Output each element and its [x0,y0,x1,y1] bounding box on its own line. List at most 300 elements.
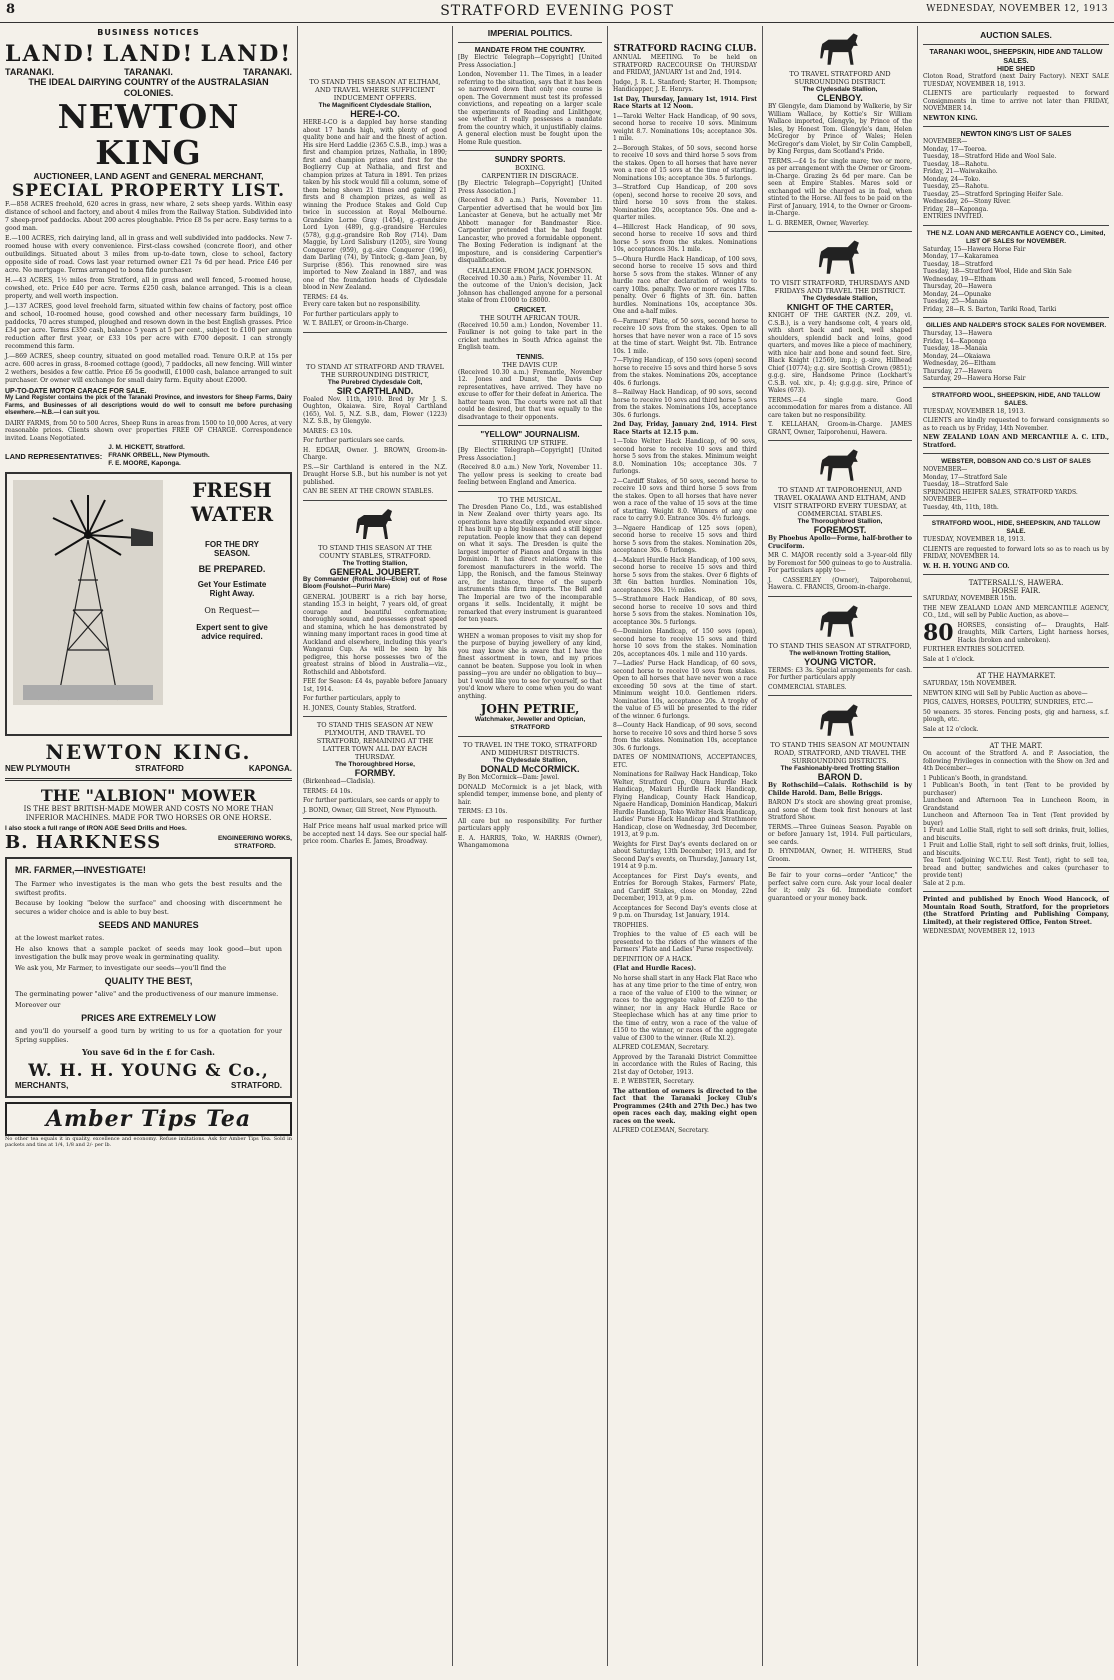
pedigree: By Commander (Rothschild—Elcie) out of Rose Bloom (Foulshot—Puriri Mare) [303,576,447,590]
sale-text: On account of the Stratford A. and P. Association, the following Privileges in connection with the Show on 3rd and 4th December— [923,750,1109,772]
race-day: 2nd Day, Friday, January 2nd, 1914. First Race Starts at 12.15 p.m. [613,421,757,436]
rep-name: FRANK ORBELL, New Plymouth. [108,452,210,459]
ad-sub: The Purebred Clydesdale Colt, [327,378,423,386]
property-item: E.—100 ACRES, rich dairying land, all in grass and well subdivided into paddocks. New 7-roomed house with every convenience. First-class cowshed (concrete floor), and other outbuildings. Situated about 3 miles from up-to-date town, close to school, factory opposite side of road. Cows last year returned owner £21 7s 6d per head. Price £46 per acre. No mortgage. Terms arranged to bona fide purchaser. [5,235,292,274]
sale-title: TATTERSALL'S, HAWERA. [968,579,1064,587]
meeting-info: ANNUAL MEETING. To be held on STRATFORD RACECOURSE On THURSDAY and FRIDAY, JANUARY 1st and 2nd, 1914. [613,54,757,76]
horse-count: 80 [923,619,954,646]
note: CAN BE SEEN AT THE CROWN STABLES. [303,488,434,495]
news-text: (Received 10.30 a.m.) Fremantle, November 12. Jones and Dunst, the Davis Cup representatives, have arrived. They have no excuse to offer for their defeat in America. The hatter team won. The courts were not all that could be desired, but that was equally to the disadvantage to their opponents. [458,368,602,421]
club-heading: STRATFORD RACING CLUB. [613,44,757,54]
weights: Weights for First Day's events declared on or about Saturday, 13th December, 1913, and for Second Day's events, on Thursday, January 1st, 1914 at 9 p.m. [613,840,757,870]
ad-sub: The Trotting Stallion, [342,559,408,567]
news-subheading: TENNIS. [516,353,544,361]
sale-text: Cloton Road, Stratford (next Dairy Factory). NEXT SALE TUESDAY, NOVEMBER 18, 1913. [923,73,1109,88]
motor-text: My Land Register contains the pick of the Taranaki Province, and investors for Sheep Farms, Dairy Farms, and Businesses of all descriptions would do well to consult me before purchasing elsewhere.—N.B.—I can suit you. [5,395,292,416]
save-line: You save 6d in the £ for Cash. [82,1047,215,1057]
stallion-text: Foaled Nov. 11th, 1910. Bred by Mr J. S. Oughton, Okaiawa. Sire, Royal Carthland (165), Vol. 5, N.Z. S.B., dam, Flower (1223) N.Z. S.B., by Glengyle. [303,395,447,425]
sale-list-item: Tuesday, 18—Stratford Hide and Wool Sale. [923,153,1057,160]
section-heading: BUSINESS NOTICES [97,28,200,37]
taranaki-word: TARANAKI. [5,67,54,77]
masthead [0,0,1114,23]
dairy-text: DAIRY FARMS, from 50 to 500 Acres, Sheep Runs in areas from 1500 to 10,000 Acres, at very reasonable prices. Clients shown over properties FREE OF CHARGE. Correspondence invited. Loans Negotiated. [5,419,292,442]
farmer-para: Because by looking "below the surface" and choosing with discernment he secures a wider choice and is able to buy best. [15,899,282,916]
byline: [By Electric Telegraph—Copyright] [United Press Association.] [458,180,602,195]
ad-heading: TO TRAVEL STRATFORD AND SURROUNDING DISTRICT. [789,70,891,86]
definition: No horse shall start in any Hack Flat Race who has at any time prior to the time of entry, won a race of the value of £100 to the winner, or races to the aggregate value of £250 to the winner, nor in any Hack Hurdle Race or Steeplechase which has at any time prior to the time of entry, won a race of the value of £150 to the winner, or races of the aggregate value of £300 to the winner. (Rule XI.2). [613,974,757,1042]
column-business-notices [0,26,298,1666]
taranaki-word: TARANAKI. [124,67,173,77]
stallion-name: HERE-I-CO. [350,109,400,119]
news-subheading: THE SOUTH AFRICAN TOUR. [479,313,581,322]
owners-notice: The attention of owners is directed to the fact that the Taranaki Jockey Club's Programmes (24th and 27th Dec.) has two open races each day, making eight open races on the week. [613,1087,757,1125]
news-text: (Received 10.30 a.m.) Paris, November 11. At the outcome of the Union's decision, Jack Johnson has challenged anyone for a personal stake of from £1000 to £8000. [458,274,602,304]
sale-sub: HORSE FAIR. [991,587,1041,595]
stallion-name: GENERAL JOUBERT. [329,566,421,577]
sale-list [923,775,1109,880]
sale-list-item: Luncheon and Afternoon Tea in Luncheon Room, in Grandstand [923,797,1109,812]
sale-list-item: NOVEMBER— [923,466,968,473]
sale-time: Sale at 12 o'clock. [923,725,979,733]
land-word: LAND! [102,41,195,67]
sale-sign: NEWTON KING. [923,114,978,122]
race-item: 1—Taroki Welter Hack Handicap, of 90 sovs, second horse to receive 10 sovs. Minimum weight 8.7. Nominations 10s; acceptance 30s. 1 mile. [613,112,757,142]
ad-heading: TO TRAVEL IN THE TOKO, STRATFORD AND MIDHURST DISTRICTS. [462,741,597,757]
acceptances: Acceptances for First Day's events, and Entries for Borough Stakes, Farmers' Plate, and Cardiff Stakes, close on Monday, 22nd December, 1913, at 9 p.m. [613,872,757,902]
horse-icon [816,601,864,639]
terms: TERMS: £3 10s. [458,808,508,815]
issue-date: WEDNESDAY, NOVEMBER 12, 1913 [926,4,1108,14]
contact: For further particulars, see cards or apply to [303,797,440,804]
acceptances: Acceptances for Second Day's events close at 9 p.m. on Thursday, 1st January, 1914. [613,904,757,919]
sale-title: TARANAKI WOOL, SHEEPSKIN, HIDE AND TALLOW SALES. [929,49,1103,65]
news-text: London, November 11. The Times, in a leader referring to the situation, says that it has been so narrowed down that only one course is open. The Government must test its professed convictions, and repeating on a larger scale the experiments of Reading and Linlithgow, see whether it really possesses a mandate from the country which, it unjustifiably claims. A general election must be fought upon the Home Rule question. [458,71,602,146]
column-stallions-2 [763,26,918,1666]
property-item: J.—137 ACRES, good level freehold farm, situated within few chains of factory, post office and school, 10-roomed house, good cowshed and other necessary farm buildings, 10 paddocks, 70 acres stumped, ploughed and resown down in the best English grasses. Price £34 per acre. Terms £350 cash, balance 5 years at 5 per cent., subject to £100 per annum reduction after first year, or £33 10s per acre with £700 deposit. I can strongly recommend this farm. [5,303,292,350]
prices-heading: PRICES ARE EXTREMELY LOW [81,1013,216,1023]
sale-date: SATURDAY, NOVEMBER 15th. [923,595,1017,602]
sale-list-item: Friday, 28—Kaponga. [923,205,989,213]
column-stallions-1 [298,26,453,1666]
sale-sub: HIDE SHED [996,66,1036,73]
property-item: J.—869 ACRES, sheep country, situated on good metalled road. Tenure O.R.P. at 15s per acre. 600 acres in grass, 8-roomed cottage (good), 7 paddocks, all new fencing. Will winter 2 wethers, besides a few cattle. Price £6 5s goodwill, £1000 cash, balance arranged to suit purchaser. Or owner will exchange for small dairy farm. Equity about £2000. [5,353,292,384]
note: P.S.—Sir Carthland is entered in the N.Z. Draught Horse S.B., but his number is not yet published. [303,463,447,486]
sale-title: THE N.Z. LOAN AND MERCANTILE AGENCY CO., Limited, LIST OF SALES for NOVEMBER. [926,229,1106,245]
secretary: ALFRED COLEMAN, Secretary. [613,1127,709,1134]
pedigree: By Phoebus Apollo—Forme, half-brother to Cruciform. [768,535,912,550]
stallion-name: BARON D. [817,772,863,782]
footer-ad: Half Price means half usual marked price will be accepted next 14 days. See our special half-price room. Charles E. James, Broadway. [303,823,447,845]
sale-list-item: Thursday, 13—Hawera [923,330,993,337]
sale-list-item: Friday, 28—R. S. Barton, Tariki Road, Tariki [923,305,1057,313]
farmer-para: He also knows that a sample packet of seeds may look good—but upon investigation the bulk may prove weak in germinating quality. [15,944,282,961]
sale-list-item: Tuesday, 18—Rahotu. [923,160,989,168]
sale-list-item: Tuesday, 25—Manaia [923,298,988,305]
news-subheading: STIRRING UP STRIFE. [491,439,569,447]
race-item: 4—Makuri Hurdle Hack Handicap, of 100 sovs, second horse to receive 15 sovs and third horse 5 sovs from the stakes. Over 6 flights of 3ft 6in batten hurdles. Nomination 10s, acceptances 30s. 1½ miles. [613,556,757,594]
water-text [177,478,287,641]
owner: J. CASSERLEY (Owner), Taiporohenui, Hawera. C. FRANCIS, Groom-in-charge. [768,576,912,591]
amber-footer: No other tea equals it in quality, excellence and economy. Refuse imitations. Ask for Amber Tips Tea. Sold in packets and tins at 1/4, 1/8 and 2/- per lb. [5,1136,292,1148]
stallion-name: SIR CARTHLAND. [336,385,414,396]
owner: T. KELLAHAN, Groom-in-Charge. JAMES GRANT, Owner, Taiporohenui, Hawera. [768,421,912,436]
section-heading: AUCTION SALES. [980,30,1052,40]
ad-heading: TO VISIT STRATFORD, THURSDAYS AND FRIDAYS AND TRAVEL THE DISTRICT. [770,279,910,295]
race-item: 6—Dominion Handicap, of 150 sovs (open), second horse to receive 15 sovs and third horse 10 sovs from the stakes. Nomination 20s, acceptances 40s. 1 mile and 110 yards. [613,628,757,658]
land-banner [5,41,292,67]
fresh-word: FRESH [192,478,272,502]
sale-list-item: 1 Publican's Booth, in grandstand. [923,774,1028,782]
news-text: (Received 8.0 a.m.) New York, November 11. The yellow press is seeking to create bad feeling between England and America. [458,464,602,486]
sale-list-item: Friday, 14—Kaponga [923,337,987,345]
stallion-text: BY Glengyle, dam Diamond by Walkerie, by Sir William Wallace, by Kottie's Sir William Wallace imported, Glengyle, by Prince of the Isles, by Honest Tom. Glengyle's dam, Helen McGregor by Prince of Wales; Helen McGregor's dam Violet, by Sir Colin Campbell, by King Fergus, dam Scotland's Pride. [768,103,912,155]
water-word: WATER [190,502,274,526]
water-line: FOR THE DRY [205,540,259,549]
horse-icon [816,29,864,67]
contact: For further particulars, apply to [303,695,401,702]
jeweller-name: JOHN PETRIE, [480,702,580,716]
ad-sub: The well-known Trotting Stallion, [789,649,891,657]
sale-list [923,466,1109,511]
stallion-name: YOUNG VICTOR. [804,656,876,667]
windmill-ad [5,472,292,736]
stallion-name: KNIGHT OF THE CARTER, [786,302,894,312]
mower-text: IS THE BEST BRITISH-MADE MOWER AND COSTS NO MORE THAN INFERIOR MACHINES. MADE FOR TWO HORSES OR ONE HORSE. [23,805,274,822]
sale-list-item: Monday, 24—Toko. [923,175,981,183]
harkness-sign [5,832,292,853]
sale-title: STRATFORD WOOL, SHEEPSKIN, HIDE, AND TALLOW SALES. [931,391,1101,407]
taranaki-banner [5,67,292,77]
amber-logo: Amber Tips Tea [45,1106,252,1132]
water-line: advice required. [201,632,263,641]
ideal-tagline: THE IDEAL DAIRYING COUNTRY of the AUSTRALASIAN COLONIES. [28,77,269,98]
footer-ad: Be fair to your corns—order "Anticor," the perfect salve corn cure. Ask your local dealer for it; only 2s 6d. Immediate comfort guaranteed or your money back. [768,872,912,902]
secretary: E. P. WEBSTER, Secretary. [613,1078,695,1085]
sale-list-item: Tuesday, 4th, 11th, 18th. [923,503,999,511]
town: KAPONGA. [248,764,292,773]
terms: TERMS: £4 10s. [303,787,353,795]
news-subheading: MANDATE FROM THE COUNTRY. [474,47,586,54]
sale-list-item: SPRINGING HEIFER SALES, STRATFORD YARDS. [923,488,1078,496]
town: NEW PLYMOUTH [5,764,71,773]
terms: TERMS: £3 3s. Special arrangements for cash. For further particulars apply [768,666,912,681]
quality-heading: QUALITY THE BEST, [104,976,193,986]
sale-notice: CLIENTS are kindly requested to forward consignments so as to reach us by Friday, 14th November. [923,417,1109,432]
contact: For further particulars apply to [303,310,399,318]
terms: TERMS.—£4 1s for single mare; two or more, as per arrangement with the Owner or Groom-in-Charge. Grazing 2s 6d per mare. Can be seen at Empire Stables. Mares sold or exchanged will be charged as in foal, when stinted to the Horse. All fees to be paid on the First of January, 1914, to the Owner or Groom-in-Charge. [768,157,912,217]
stallion-text: DONALD McCormick is a jet black, with splendid temper, immense bone, and plenty of hair. [458,783,602,806]
news-text: The Dresden Piano Co., Ltd., was established in New Zealand over thirty years ago. Its operations have steadily expanded ever since. It has built up a big business and a still bigger reputation. People know that they can depend on what it says. The Dresden is quite the largest importer of Pianos and Organs in this Dominion. It has direct relations with the foremost manufacturers in the world. The Lipp, the Ronisch, and the famous Steinway are, for instance, three of the superb instruments this firm imports. The Bell and The Imperial are two of the incomparable organs it sells. Incidentally, it might be remarked that every instrument is guaranteed for ten years. [458,503,602,623]
sale-text: HORSES, consisting of— Draughts, Half-draughts, Milk Carters, Light harness horses, Hacks (broken and unbroken). [957,621,1109,644]
stallion-name: FORMBY. [354,768,396,778]
water-line: Right Away. [209,589,255,598]
sale-list-item: Monday, 24—Opunake [923,290,992,298]
sale-list [923,330,1109,383]
sale-list-item: Tea Tent (adjoining W.C.T.U. Rest Tent), right to sell tea, bread and butter, sandwiches and cakes (purchaser to provide tent) [923,857,1109,879]
horse-icon [816,445,864,483]
race-item: 5—Ohura Hurdle Hack Handicap, of 100 sovs, second horse to receive 15 sovs and third horse 5 sovs from the stakes. Winner of any hurdle race after declaration of weights to carry 10lbs. penalty. Two or more races 17lbs. penalty. Over 6 flights of 3ft. 6in. batten hurdles. Nominations 10s, acceptance 30s. One and a-half miles. [613,255,757,315]
approval: Approved by the Taranaki District Committee in accordance with the Rules of Racing, this 21st day of October, 1913. [613,1053,757,1076]
stallion-text: KNIGHT OF THE GARTER (N.Z. 209, vl. C.S.B.), is a very handsome colt, 4 years old, with short back and neck, well shaped shoulders, splendid back and loins, good quarters, and moves like a piece of machinery, with nice hair and bone and sound feet. Sire, Black Knight (12569, imp.); g.-sire, Hillhead Chief (10774); g.g. sire Scottish Crown (9851); g.g.g. sire, Handsome Prince (Lockhart's C.S.B. vol. xiv., p. 4); g.g.g.g. sire, Prince of Wales (673). [768,312,912,394]
nominations: Nominations for Railway Hack Handicap, Toko Welter, Stratford Cup, Ohura Hurdle Hack Handicap, Makuri Hurdle Hack Handicap, Flying Handicap, County Hack Handicap, Ngaere Handicap, Dominion Handicap, Makuri Hurdle Handicap, Toko Welter Hack Handicap, Ladies' Purse Hack Handicap and Strathmore Handicap, close on Wednesday, 3rd December, 1913, at 9 p.m. [613,771,757,838]
newton-king-footer: NEWTON KING. [45,740,252,764]
owner: E. A. HARRIS, Toko, W. HARRIS (Owner), Whangamomona [458,834,602,849]
jeweller-ad-text: WHEN a woman proposes to visit my shop for the purpose of buying jewellery of any kind, you may know she is aware that I have the finest assortment in town, and my prices cannot be beaten. Suppose you look in when passing—you are under no obligation to buy—but I would like you to see for yourself, so that you'd know where to come when you do want anything. [458,632,602,700]
terms: TERMS: £4 4s. [303,293,349,301]
ad-heading: TO STAND THIS SEASON AT THE COUNTY STABLES, STRATFORD. [318,543,432,560]
seeds-heading: SEEDS AND MANURES [98,920,199,930]
property-list [5,201,292,385]
harkness-sub: ENGINEERING WORKS, [217,834,292,842]
sale-list-item: Luncheon and Afternoon Tea in Tent (Tent provided by buyer) [923,812,1109,827]
ad-heading: TO STAND AT TAIPOROHENUI, AND TRAVEL OKAIAWA AND ELTHAM, AND VISIT STRATFORD EVERY TUESDAY, at COMMERCIAL STABLES. [773,486,907,518]
pedigree: By Bon McCormick—Dam: Jewel. [458,774,560,781]
sale-list-item: Monday, 17—Kakaramea [923,253,999,260]
farmer-para: The germinating power "alive" and the productiveness of our manure immense. [15,990,279,998]
horse-count-block [923,619,1109,647]
sale-list-item: NOVEMBER— [923,138,968,145]
byline: [By Electric Telegraph—Copyright] [United Press Association.] [458,447,602,462]
note: Every care taken but no responsibility. [303,301,421,308]
race-item: 1—Toko Welter Hack Handicap, of 90 sovs, second horse to receive 10 sovs and third horse 5 sovs from the stakes. Minimum weight 8.0. Nomination 10s; acceptance 30s. 7 furlongs. [613,438,757,475]
water-line: BE PREPARED. [198,564,266,574]
officials: Judge, J. R. L. Stanford; Starter, H. Thompson; Handicapper, J. E. Henrys. [613,78,757,93]
young-sub: STRATFORD. [231,1081,282,1090]
stallion-text: GENERAL JOUBERT is a rich bay horse, standing 15.3 in height, 7 years old, of great courage and beautiful conformation; thoroughly sound, and possesses great speed and stamina, which he has demonstrated by winning many important races in good time at Auckland and elsewhere, including this year's Wanganui Cup. As will be seen by his pedigree, this horse possesses two of the greatest strains of blood in Australia—viz., Rothschild and Abbotsford. [303,593,447,676]
reps-label: LAND REPRESENTATIVES: [5,452,103,461]
sale-title: GILLIES AND NALDER'S STOCK SALES FOR NOVEMBER. [925,322,1107,329]
stallion-text: BARON D's stock are showing great promise, and some of them took first honours at last Stratford Show. [768,799,912,821]
land-word: LAND! [5,41,97,67]
land-word: LAND! [200,41,292,67]
windmill-icon [13,480,163,705]
horse-icon [352,505,398,541]
sale-list-item: Saturday, 29—Hawera Horse Fair [923,375,1026,382]
sale-foot: ENTRIES INVITED. [923,213,984,220]
race-day: 1st Day, Thursday, January 1st, 1914. First Race Starts at 12 Noon. [613,95,757,110]
sale-title: NEWTON KING'S LIST OF SALES [960,131,1072,138]
sale-text: THE NEW ZEALAND LOAN AND MERCANTILE AGENCY, CO., Ltd., will sell by Public Auction, as above— [923,604,1109,619]
amber-tips-ad [5,1102,292,1136]
sale-list-item: Tuesday, 18—Manaia [923,345,988,352]
definition-sub: (Flat and Hurdle Races). [613,965,697,972]
sale-list-item: NOVEMBER— [923,496,968,503]
sale-text: PIGS, CALVES, HORSES, POULTRY, SUNDRIES, ETC.— [923,699,1094,706]
race-item: 3—Stratford Cup Handicap, of 200 sovs (open), second horse to receive 20 sovs, and third horse 10 sovs from the stakes. Nomination 20s, acceptance 50s. One and a-quarter miles. [613,184,757,221]
secretary: ALFRED COLEMAN, Secretary. [613,1044,709,1051]
terms: TERMS.—£4 single mare. Good accommodation for mares from a distance. All care taken but no responsibility. [768,396,912,419]
stallion-text: MR C. MAJOR recently sold a 3-year-old filly by Foremost for 500 guineas to go to Australia. For particulars apply to— [768,552,912,574]
contact: For further particulars see cards. [303,437,405,444]
sale-list [923,246,1109,314]
sale-list-item: Tuesday, 25—Stratford Springing Heifer Sale. [923,190,1064,198]
farmer-para: The Farmer who investigates is the man who gets the best results and the swiftest profits. [15,880,282,897]
town: STRATFORD [135,764,184,773]
news-subheading: CRICKET. [513,306,547,314]
young-seeds-ad [5,857,292,1098]
sale-title: AT THE MART. [989,742,1043,750]
sale-list-item: Tuesday, 18—Stratford Wool, Hide and Skin Sale [923,268,1072,275]
terms: MARES: £3 10s. [303,427,353,435]
rep-name: J. M. HICKETT, Stratford. [108,444,185,451]
owner: COMMERCIAL STABLES. [768,683,847,691]
ad-sub: The Clydesdale Stallion, [492,757,568,764]
dates-heading: DATES OF NOMINATIONS, ACCEPTANCES, ETC. [613,754,757,769]
owner: H. JONES, County Stables, Stratford. [303,704,417,712]
ad-heading: TO STAND THIS SEASON AT MOUNTAIN ROAD, STRATFORD, AND TRAVEL THE SURROUNDING DISTRICTS. [770,741,910,765]
sale-title: WEBSTER, DOBSON AND CO.'S LIST OF SALES [941,458,1091,465]
farmer-para: at the lowest market rates. [15,934,105,942]
news-subheading: THE DAVIS CUP. [502,360,558,369]
sale-time: Sale at 1 o'clock. [923,655,975,663]
terms: TERMS.—Three Guineas Season. Payable on or before January 1st, 1914. Full particulars, see cards. [768,823,912,846]
news-subheading: CHALLENGE FROM JACK JOHNSON. [467,266,593,275]
water-line: Get Your Estimate [197,580,267,589]
owner: W. T. BAILEY, or Groom-in-Charge. [303,320,409,327]
sale-list-item: Monday, 24—Okaiawa [923,352,991,360]
sale-text: 50 weaners. 35 stores. Fencing posts, gig and harness, s.f. plough, etc. [923,708,1109,723]
ad-sub: The Magnificent Clydesdale Stallion, [318,102,432,109]
pedigree: (Birkenhead—Cladisla). [303,778,376,785]
sale-date: SATURDAY, 15th NOVEMBER. [923,680,1017,687]
sale-list-item: 1 Fruit and Lollie Stall, right to sell soft drinks, fruit, lollies, and biscuits. [923,827,1109,842]
news-heading: SUNDRY SPORTS. [494,155,566,164]
harkness-name: B. HARKNESS [5,832,162,853]
news-heading: "YELLOW" JOURNALISM. [480,430,580,439]
stallion-name: DONALD McCORMICK. [480,764,580,774]
column-news [453,26,608,1666]
owner: L. G. BREMER, Owner, Waverley. [768,219,869,227]
newton-king-towns [5,764,292,773]
byline: [By Electric Telegraph—Copyright] [United Press Association.] [458,54,602,69]
owner: D. HYNDMAN, Owner, H. WITHERS, Stud Groom. [768,848,912,863]
firm-role: AUCTIONEER, LAND AGENT and GENERAL MERCHANT, [33,171,264,181]
ad-heading: TO STAND THIS SEASON AT ELTHAM, AND TRAVEL WHERE SUFFICIENT INDUCEMENT OFFERS. [309,78,441,102]
race-item: 7—Flying Handicap, of 150 sovs (open) second horse to receive 15 sovs and third horse 5 sovs from the stakes. Nominations 20s, acceptance 40s. 6 furlongs. [613,357,757,387]
sale-list-item: Friday, 21—Waiwakaiho. [923,168,998,175]
ad-sub: The Thoroughbred Horse, [335,761,415,768]
mower-stock: I also stock a full range of IRON AGE Seed Drills and Hoes. [5,825,187,832]
taranaki-word: TARANAKI. [243,67,292,77]
owner: J. BOND, Owner, Gill Street, New Plymouth. [303,806,438,814]
sale-list-item: Tuesday, 18—Stratford [923,260,993,268]
motor-title: UP-TO-DATE MOTOR CARACE FOR SALE. [5,388,147,395]
stallion-name: FOREMOST. [813,525,867,535]
race-item: 5—Strathmore Hack Handicap, of 80 sovs, second horse to receive 10 sovs and third horse 5 sovs from the stakes. Nomination 10s, acceptance 30s. 5 furlongs. [613,596,757,626]
sale-list-item: Thursday, 20—Hawera [923,283,993,290]
sale-title: STRATFORD WOOL, HIDE, SHEEPSKIN, AND TALLOW SALE. [931,520,1101,535]
race-item: 2—Borough Stakes, of 50 sovs, second horse to receive 10 sovs and third horse 5 sovs from the stakes. Open to all horses that have never won a race of 15 sovs at the time of starting. Nominations 10s; acceptance 30s. 5 furlongs. [613,144,757,182]
firm-name: NEWTON KING [57,97,240,172]
young-sub: MERCHANTS, [15,1081,69,1090]
sale-date: TUESDAY, NOVEMBER 18, 1913. [923,536,1026,543]
race-item: 6—Farmers' Plate, of 50 sovs, second horse to receive 10 sovs from the stakes. Open to all horses that have never won a race of 15 sovs at the time of start. Weight 9st. 7lb. Entrance 10s. 1 mile. [613,317,757,355]
sale-text: NEWTON KING will Sell by Public Auction as above— [923,689,1088,697]
ad-heading: TO STAND THIS SEASON AT STRATFORD, [768,641,912,650]
contact: All care but no responsibility. For further particulars apply [458,817,602,832]
news-text: (Received 8.0 a.m.) Paris, November 11. Carpentier advertised that he would box Jim Lancaster at Geneva, but he actually met Mr Abbott manager for Bandmaster Rice. Carpentier pretended that he had fought Lancaster, who proved a formidable opponent. The Boxing Federation is indignant at the imposture, and is considering Carpentier's disqualification. [458,197,602,264]
race-item: 8—County Hack Handicap, of 90 sovs, second horse to receive 10 sovs and third horse 5 sovs from the stakes. Nomination 10s, acceptance 30s. 6 furlongs. [613,722,757,752]
water-line: On Request— [204,606,260,615]
pedigree: By Rothschild—Calais. Rothschild is by Childe Harold. Dam, Belle Briggs. [768,782,912,797]
property-list-title: SPECIAL PROPERTY LIST. [11,181,286,201]
sale-foot: FURTHER ENTRIES SOLICITED. [923,646,1025,653]
mower-title: THE "ALBION" MOWER [40,786,257,805]
owner: H. EDGAR, Owner. J. BROWN, Groom-in-Charge. [303,446,447,461]
property-item: F.—858 ACRES freehold, 620 acres in grass, new whare, 2 sets sheep yards. Within easy distance of school and factory, and about 4 miles from the Railway Station. Subdivided into 7 sheep-proof paddocks. About 200 acres ploughable. Price £8 5s per acre. Easy terms to a good man. [5,201,292,232]
horse-icon [816,700,864,738]
sale-list-item: Wednesday, 26—Eltham [923,360,996,367]
sale-list-item: Monday, 17—Toeroa. [923,145,987,153]
news-heading: IMPERIAL POLITICS. [487,28,573,38]
sale-notice: CLIENTS are particularly requested to forward Consignments in time to arrive not later than FRIDAY, NOVEMBER 14. [923,90,1109,112]
news-subheading: TO THE MUSICAL. [498,495,562,504]
ad-heading: TO STAND AT STRATFORD AND TRAVEL THE SURROUNDING DISTRICT, [306,362,444,379]
young-name: W. H. H. YOUNG & Co., [28,1061,269,1081]
sale-list-item: Tuesday, 18—Stratford Sale [923,481,1008,488]
page-number: 8 [6,2,16,17]
stallion-text: HERE-I-CO is a dappled bay horse standing about 17 hands high, with plenty of good quality bone and hair and the finest of action. His sire Herd Laddie (2365 C.S.B., imp.) was a first and champion prizes, Nathalia, in 1890; first and champion prizes and first for the Boglierry Cup at Nathalia, and first and champion prizes at Tatura in 1891. Ten prizes taken by his stock would fill a column, some of them being shown 21 times and gaining 21 firsts and 8 champion prizes, as well as winning the Produce Stakes and Gold Cup twice in succession at Royal Melbourne. Grandsire Lorne Gray (1454), g.-grandsire Lord Lyon (489), g.g.-grandsire Hercules (578), g.g.g.-grandsire Rob Roy (714). Dam Maggie, by Lord Salisbury (1205), sire Young Conqueror (959), g.g.-sire Conqueror (196), dam Darling (74), by Tintock; g.-dam Jean, by Surprise (856). This renowned sire was imported to New Zealand in 1887, and was one of the foundation heads of Clydesdale blood in New Zealand. [303,119,447,291]
sale-list [923,138,1109,213]
land-representatives [5,444,292,468]
property-item: H.—43 ACRES, 1½ miles from Stratford, all in grass and well fenced, 5-roomed house, cowshed, etc. Price £40 per acre. Terms £250 cash, balance arranged. This is a clean property, and well worth inspection. [5,277,292,300]
race-item: 2—Cardiff Stakes, of 50 sovs, second horse to receive 10 sovs and third horse 5 sovs from the stakes. Open to all horses that have never won a race of the value of 15 sovs at the time of starting. Weight 8.0. Winners of any one race to carry 9.0. Entrance 30s. 4½ furlongs. [613,477,757,522]
farmer-para: We ask you, Mr Farmer, to investigate our seeds—you'll find the [15,963,227,972]
race-item: 8—Railway Hack Handicap, of 90 sovs, second horse to receive 10 sovs and third horse 5 sovs from the stakes. Nominations 10s, acceptance 30s. 6 furlongs. [613,389,757,419]
definition-heading: DEFINITION OF A HACK. [613,955,693,963]
imprint: Printed and published by Enoch Wood Hancock, of Mountain Road South, Stratford, for the proprietors (the Stratford Printing and Publishing Company, Limited), at their registered Office, Fenton Street. [923,896,1109,926]
harkness-sub: STRATFORD. [234,842,276,850]
ad-sub: The Thoroughbred Stallion, [797,518,883,525]
sale-list-item: Monday, 17—Stratford Sale [923,473,1008,481]
news-text: (Received 10.50 a.m.) London, November 11. Faulkner is not going to take part in the cricket matches in South Africa against the English team. [458,321,602,351]
sale-title: AT THE HAYMARKET. [976,672,1056,680]
sale-list-item: Thursday, 27—Hawera [923,367,993,375]
sale-time: Sale at 2 p.m. [923,879,966,887]
ad-sub: The Fashionably-bred Trotting Stallion [780,765,900,772]
sale-list-item: 1 Fruit and Lollie Stall, right to sell soft drinks, fruit, lollies, and biscuits. [923,842,1109,857]
sale-sign: W. H. H. YOUNG AND CO. [923,562,1010,570]
column-racing-club [608,26,763,1666]
sale-date: TUESDAY, NOVEMBER 18, 1913. [923,407,1026,415]
terms: FEE for Season: £4 4s, payable before January 1st, 1914. [303,678,447,693]
sale-list-item: Saturday, 15—Hawera Horse Fair [923,245,1026,253]
news-subheading: CARPENTIER IN DISGRACE. [481,172,579,180]
sale-list-item: Wednesday, 19—Eltham [923,275,996,283]
newspaper-title: STRATFORD EVENING POST [440,3,674,19]
water-line: SEASON. [213,549,250,558]
news-subheading: BOXING. [514,164,546,172]
rep-name: F. E. MOORE, Kaponga. [108,460,181,467]
column-auction-sales [918,26,1114,1666]
sale-list-item: Wednesday, 26—Stony River. [923,198,1011,205]
sale-list-item: 1 Publican's Booth, in tent (Tent to be provided by purchaser) [923,782,1109,797]
ad-sub: The Clydesdale Stallion, [802,295,878,302]
sale-list-item: Tuesday, 25—Rahotu. [923,183,989,190]
jeweller-sub: Watchmaker, Jeweller and Optician, STRATFORD [474,716,586,731]
ad-sub: The Clydesdale Stallion, [802,86,878,93]
race-item: 3—Ngaere Handicap of 125 sovs (open), second horse to receive 15 sovs and third horse 5 sovs from the stakes. Nomination 20s, acceptance 30s. 6 furlongs. [613,524,757,554]
trophies-heading: TROPHIES. [613,921,649,929]
sale-notice: CLIENTS are requested to forward lots so as to reach us by FRIDAY, NOVEMBER 14. [923,545,1109,560]
imprint-date: WEDNESDAY, NOVEMBER 12, 1913 [923,928,1035,935]
farmer-title: MR. FARMER,—INVESTIGATE! [15,865,146,875]
farmer-para: Moreover our [15,1000,61,1009]
water-line: Expert sent to give [196,623,268,632]
sale-sign: NEW ZEALAND LOAN AND MERCANTILE A. C. LTD., Stratford. [923,434,1109,449]
horse-icon [814,236,866,276]
race-item: 4—Hillcrest Hack Handicap, of 90 sovs, second horse to receive 10 sovs and third horse 5 sovs from the stakes. Nominations 10s, acceptances 30s. 1 mile. [613,223,757,253]
